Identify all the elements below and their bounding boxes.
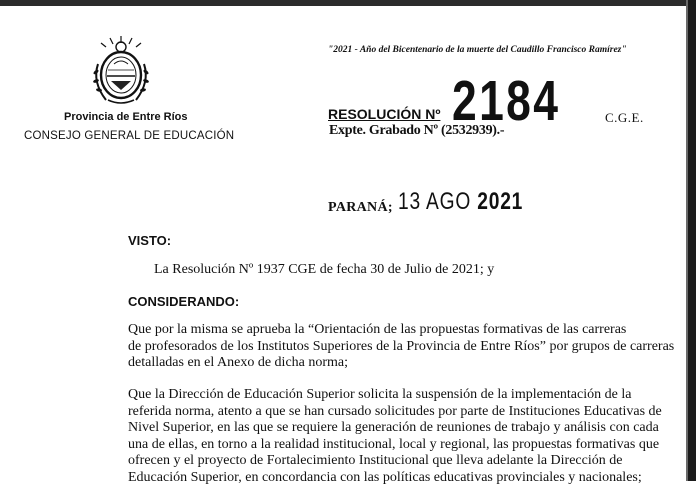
- provincial-coat-of-arms-icon: [86, 34, 156, 108]
- paragraph-line: Que por la misma se aprueba la “Orientación de las propuestas formativas de las carreras: [128, 322, 627, 337]
- year-motto: "2021 - Año del Bicentenario de la muerte del Caudillo Francisco Ramírez": [328, 45, 627, 55]
- resolution-label: RESOLUCIÓN Nº: [328, 106, 441, 122]
- considerando-paragraph-2: [128, 387, 662, 487]
- council-name: CONSEJO GENERAL DE EDUCACIÓN: [24, 130, 235, 142]
- paragraph-line: una de ellas, en torno a la realidad institucional, local y regional, las propuestas formativas que: [128, 436, 660, 452]
- place-label: PARANÁ;: [328, 200, 393, 215]
- resolution-suffix: C.G.E.: [605, 110, 644, 125]
- resolution-number: 2184: [452, 69, 561, 133]
- paragraph-line: de profesorados de los Institutos Superiores de la Provincia de Entre Ríos” por grupos de carreras: [128, 338, 675, 354]
- expediente-number: Expte. Grabado Nº (2532939).-: [329, 123, 505, 138]
- date-year: 2021: [477, 188, 524, 215]
- paragraph-line: Educación Superior, en concordancia con las políticas educativas provinciales y nacionales;: [128, 469, 642, 485]
- considerando-heading: CONSIDERANDO:: [128, 294, 240, 309]
- visto-heading: VISTO:: [128, 233, 172, 248]
- visto-text: La Resolución Nº 1937 CGE de fecha 30 de Julio de 2021; y: [154, 262, 495, 277]
- paragraph-line: ofrecen y el proyecto de Fortalecimiento Institucional que lleva adelante la Dirección de: [128, 453, 623, 469]
- date-month: AGO: [426, 188, 472, 215]
- scan-top-edge: [0, 0, 696, 6]
- scan-right-edge: [688, 0, 696, 481]
- paragraph-line: Que la Dirección de Educación Superior solicita la suspensión de la implementación de la: [128, 387, 632, 402]
- paragraph-line: referida norma, atento a que se han cursado solicitudes por parte de Instituciones Educativas de: [128, 403, 662, 419]
- date-stamp: [398, 188, 523, 216]
- province-name: Provincia de Entre Ríos: [64, 111, 188, 123]
- paragraph-line: detalladas en el Anexo de dicha norma;: [128, 355, 349, 371]
- considerando-paragraph-1: [128, 322, 675, 372]
- paragraph-line: Nivel Superior, en las que se requiere la generación de reuniones de trabajo y análisis con cada: [128, 420, 659, 436]
- date-day: 13: [398, 188, 421, 215]
